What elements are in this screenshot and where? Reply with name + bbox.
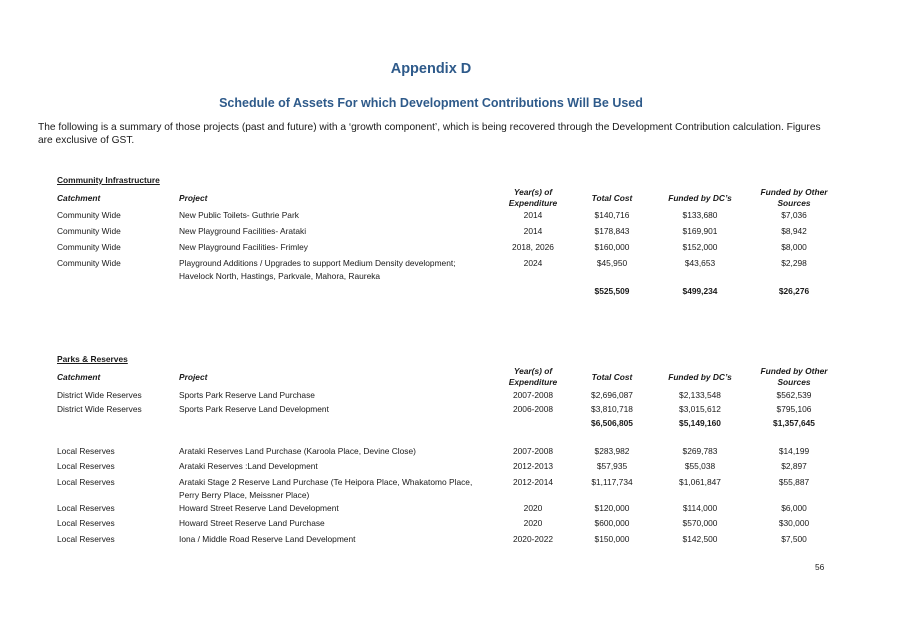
cell-catchment: Community Wide bbox=[57, 242, 121, 252]
header-catchment: Catchment bbox=[57, 193, 101, 203]
cell-project: Arataki Reserves Land Purchase (Karoola Place, Devine Close) bbox=[179, 446, 416, 456]
cell-total: $600,000 bbox=[594, 518, 630, 528]
cell-project: Sports Park Reserve Land Development bbox=[179, 404, 329, 414]
cell-dcs: $3,015,612 bbox=[679, 404, 721, 414]
cell-project: Playground Additions / Upgrades to support Medium Density development; Havelock North, Hastings, Parkvale, Mahora, Raureka bbox=[179, 258, 456, 281]
cell-years: 2007-2008 bbox=[512, 446, 554, 456]
page-subtitle: Schedule of Assets For which Development Contributions Will Be Used bbox=[219, 96, 643, 110]
cell-catchment: Local Reserves bbox=[57, 503, 115, 513]
cell-catchment: Local Reserves bbox=[57, 477, 115, 487]
cell-other: $562,539 bbox=[776, 390, 812, 400]
cell-dcs: $570,000 bbox=[682, 518, 718, 528]
cell-years: 2012-2013 bbox=[512, 461, 554, 471]
cell-catchment: Community Wide bbox=[57, 210, 121, 220]
cell-total: $3,810,718 bbox=[591, 404, 633, 414]
cell-catchment: District Wide Reserves bbox=[57, 404, 142, 414]
cell-dcs: $169,901 bbox=[682, 226, 718, 236]
header-catchment: Catchment bbox=[57, 372, 101, 382]
cell-dcs: $2,133,548 bbox=[679, 390, 721, 400]
cell-other: $8,000 bbox=[781, 242, 807, 252]
cell-years: 2006-2008 bbox=[512, 404, 554, 414]
funded-dcs-sum: $5,149,160 bbox=[679, 418, 721, 428]
cell-project: Arataki Reserves :Land Development bbox=[179, 461, 318, 471]
cell-other: $2,897 bbox=[781, 461, 807, 471]
funded-other-sum: $1,357,645 bbox=[773, 418, 815, 428]
header-project: Project bbox=[179, 193, 208, 203]
header-project: Project bbox=[179, 372, 208, 382]
cell-other: $30,000 bbox=[778, 518, 810, 528]
cell-years: 2014 bbox=[523, 210, 543, 220]
cell-total: $45,950 bbox=[596, 258, 628, 268]
cell-dcs: $43,653 bbox=[684, 258, 716, 268]
cell-dcs: $142,500 bbox=[682, 534, 718, 544]
cell-other: $795,106 bbox=[776, 404, 812, 414]
cell-catchment: Local Reserves bbox=[57, 518, 115, 528]
cell-other: $55,887 bbox=[778, 477, 810, 487]
cell-catchment: Community Wide bbox=[57, 226, 121, 236]
funded-dcs-sum: $499,234 bbox=[682, 286, 718, 296]
cell-project: New Public Toilets- Guthrie Park bbox=[179, 210, 299, 220]
cell-dcs: $269,783 bbox=[682, 446, 718, 456]
cell-project: Howard Street Reserve Land Purchase bbox=[179, 518, 325, 528]
header-total-cost: Total Cost bbox=[591, 193, 633, 203]
cell-catchment: Community Wide bbox=[57, 258, 121, 268]
header-funded-dcs: Funded by DC’s bbox=[668, 193, 732, 203]
header-years: Year(s) of Expenditure bbox=[508, 366, 558, 387]
header-funded-other: Funded by Other Sources bbox=[760, 187, 828, 208]
cell-total: $120,000 bbox=[594, 503, 630, 513]
cell-other: $8,942 bbox=[781, 226, 807, 236]
cell-other: $14,199 bbox=[778, 446, 810, 456]
cell-catchment: Local Reserves bbox=[57, 534, 115, 544]
cell-total: $283,982 bbox=[594, 446, 630, 456]
header-funded-other: Funded by Other Sources bbox=[760, 366, 828, 387]
cell-total: $140,716 bbox=[594, 210, 630, 220]
cell-years: 2007-2008 bbox=[512, 390, 554, 400]
intro-paragraph: The following is a summary of those projects (past and future) with a ‘growth component’, which is being recovered through the Development Contribution calculation. Figures are exclusive of GST. bbox=[38, 122, 821, 146]
header-total-cost: Total Cost bbox=[591, 372, 633, 382]
cell-catchment: Local Reserves bbox=[57, 446, 115, 456]
total-cost-sum: $525,509 bbox=[594, 286, 630, 296]
total-cost-sum: $6,506,805 bbox=[591, 418, 633, 428]
cell-dcs: $152,000 bbox=[682, 242, 718, 252]
cell-dcs: $1,061,847 bbox=[679, 477, 721, 487]
cell-project: Howard Street Reserve Land Development bbox=[179, 503, 339, 513]
cell-years: 2020 bbox=[523, 503, 543, 513]
cell-dcs: $114,000 bbox=[682, 503, 718, 513]
cell-total: $1,117,734 bbox=[591, 477, 633, 487]
cell-years: 2012-2014 bbox=[512, 477, 554, 487]
cell-other: $7,500 bbox=[781, 534, 807, 544]
cell-years: 2018, 2026 bbox=[512, 242, 554, 252]
cell-other: $7,036 bbox=[781, 210, 807, 220]
cell-project: Iona / Middle Road Reserve Land Development bbox=[179, 534, 356, 544]
cell-project: New Playground Facilities- Arataki bbox=[179, 226, 307, 236]
cell-total: $2,696,087 bbox=[591, 390, 633, 400]
cell-dcs: $55,038 bbox=[684, 461, 716, 471]
cell-years: 2024 bbox=[523, 258, 543, 268]
cell-project: Arataki Stage 2 Reserve Land Purchase (Te Heipora Place, Whakatomo Place, Perry Berry Place, Meissner Place) bbox=[179, 477, 473, 500]
funded-other-sum: $26,276 bbox=[778, 286, 810, 296]
page-title: Appendix D bbox=[390, 61, 472, 77]
header-funded-dcs: Funded by DC’s bbox=[668, 372, 732, 382]
header-years: Year(s) of Expenditure bbox=[508, 187, 558, 208]
cell-years: 2020 bbox=[523, 518, 543, 528]
section-title-parks: Parks & Reserves bbox=[57, 354, 128, 364]
cell-dcs: $133,680 bbox=[682, 210, 718, 220]
cell-years: 2014 bbox=[523, 226, 543, 236]
cell-other: $2,298 bbox=[781, 258, 807, 268]
cell-catchment: Local Reserves bbox=[57, 461, 115, 471]
section-title-community: Community Infrastructure bbox=[57, 175, 160, 185]
cell-catchment: District Wide Reserves bbox=[57, 390, 142, 400]
cell-project: New Playground Facilities- Frimley bbox=[179, 242, 308, 252]
cell-total: $160,000 bbox=[594, 242, 630, 252]
cell-years: 2020-2022 bbox=[512, 534, 554, 544]
cell-project: Sports Park Reserve Land Purchase bbox=[179, 390, 315, 400]
cell-total: $178,843 bbox=[594, 226, 630, 236]
cell-total: $150,000 bbox=[594, 534, 630, 544]
page-number: 56 bbox=[815, 562, 825, 572]
cell-other: $6,000 bbox=[781, 503, 807, 513]
cell-total: $57,935 bbox=[596, 461, 628, 471]
